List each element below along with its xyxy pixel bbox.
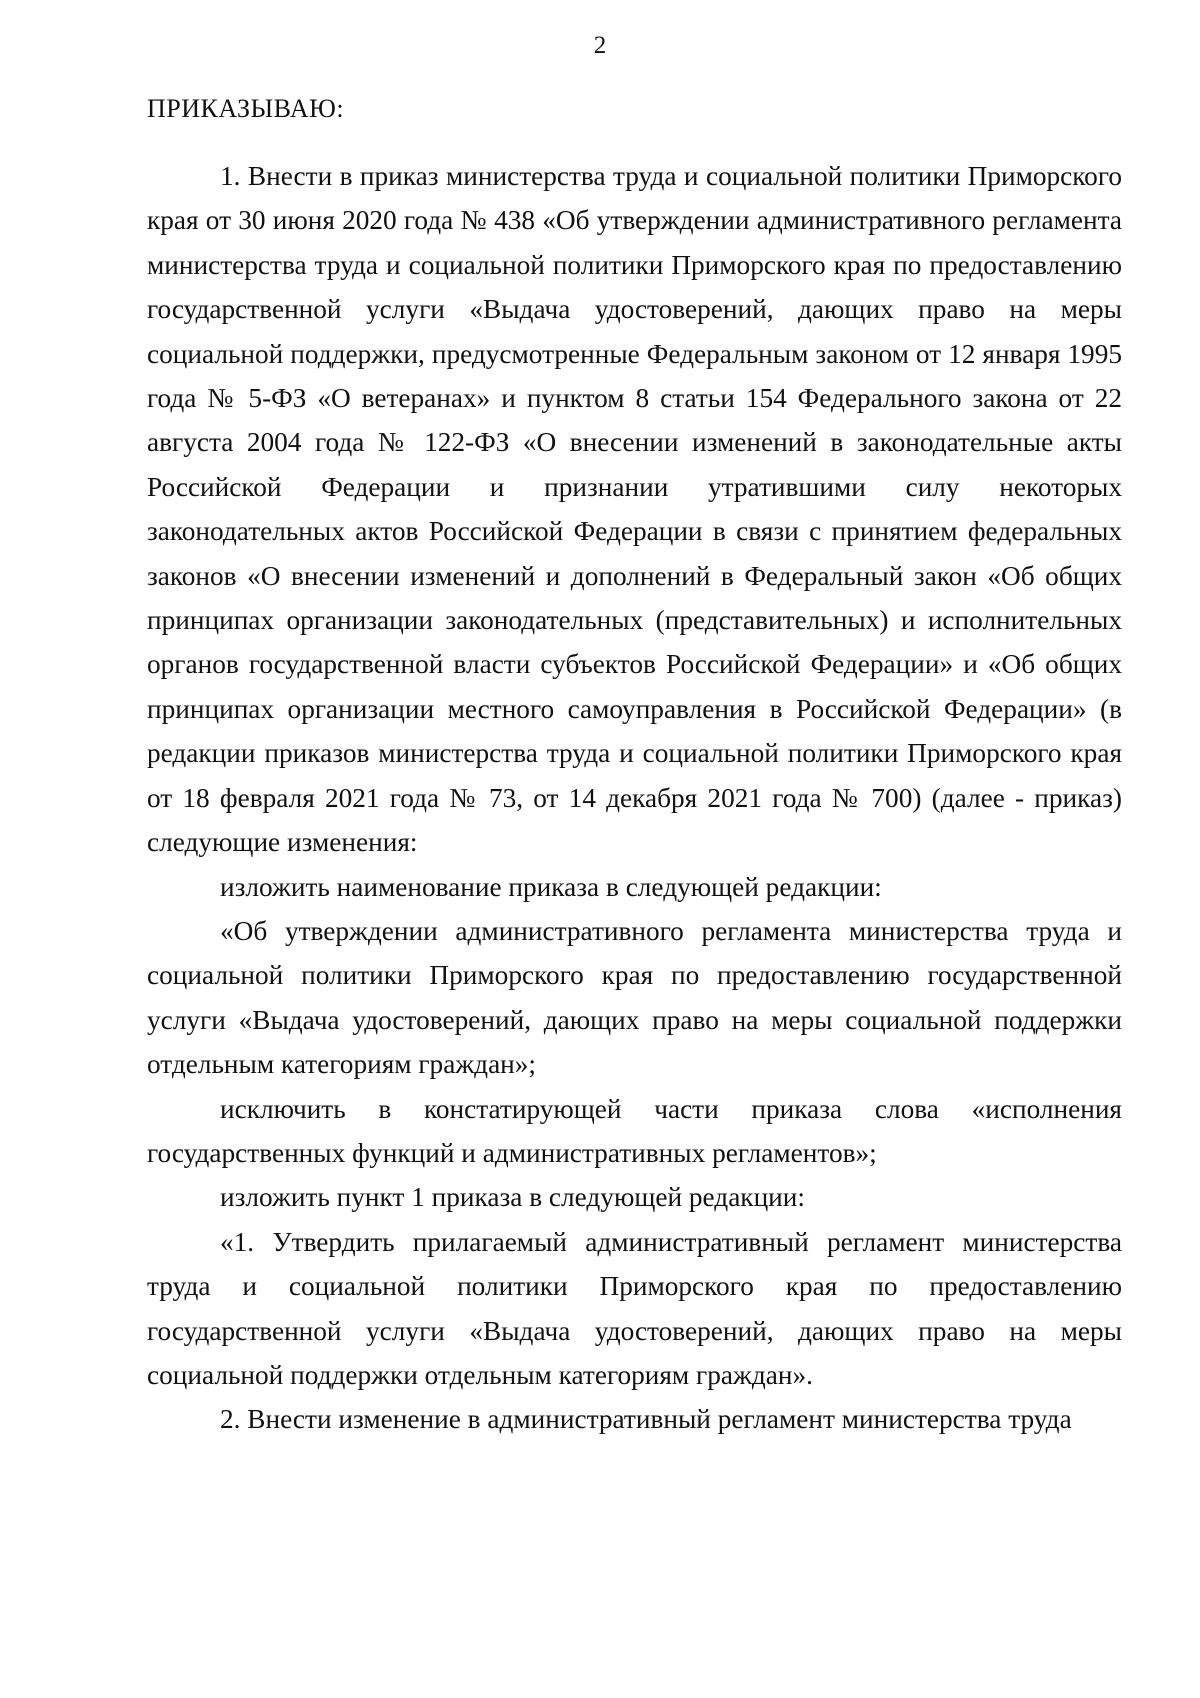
document-body [147,154,1122,1442]
paragraph-new-item-1-text: «1. Утвердить прилагаемый административный регламент министерства труда и социальной политики Приморского края по предоставлению государственной услуги «Выдача удостоверений, дающих право на меры социальной поддержки отдельным категориям граждан». [147,1226,1122,1390]
paragraph-new-order-title: «Об утверждении административного регламента министерства труда и социальной политики Приморского края по предоставлению государственной услуги «Выдача удостоверений, дающих право на меры социальной поддержки отдельным категориям граждан»; [147,915,1122,1080]
paragraph-restate-item-1: изложить пункт 1 приказа в следующей редакции: [220,1182,805,1213]
paragraph-item-1-amend-order: 1. Внести в приказ министерства труда и социальной политики Приморского края от 30 июня 2020 года № 438 «Об утверждении административного регламента министерства труда и социальной политики Приморского края по предоставлению государственной услуги «Выдача удостоверений, дающих право на меры социальной поддержки, предусмотренные Федеральным законом от 12 января 1995 года № 5-ФЗ «О ветеранах» и пунктом 8 статьи 154 Федерального закона от 22 августа 2004 года № 122-ФЗ «О внесении изменений в законодательные акты Российской Федерации и признании утратившими силу некоторых законодательных актов Российской Федерации в связи с принятием федеральных законов «О внесении изменений и дополнений в Федеральный закон «Об общих принципах организации законодательных (представительных) и исполнительных органов государственной власти субъектов Российской Федерации» и «Об общих принципах организации местного самоуправления в Российской Федерации» (в редакции приказов министерства труда и социальной политики Приморского края от 18 февраля 2021 года № 73, от 14 декабря 2021 года № 700) (далее - приказ) следующие изменения: [147,161,1122,858]
paragraph-rename-order: изложить наименование приказа в следующей редакции: [220,871,882,902]
paragraph-exclude-words: исключить в констатирующей части приказа слова «исполнения государственных функций и административных регламентов»; [147,1093,1122,1168]
page-number: 2 [593,32,607,59]
order-heading: ПРИКАЗЫВАЮ: [147,94,345,123]
paragraph-item-2-start: 2. Внести изменение в административный регламент министерства труда [220,1404,1072,1435]
